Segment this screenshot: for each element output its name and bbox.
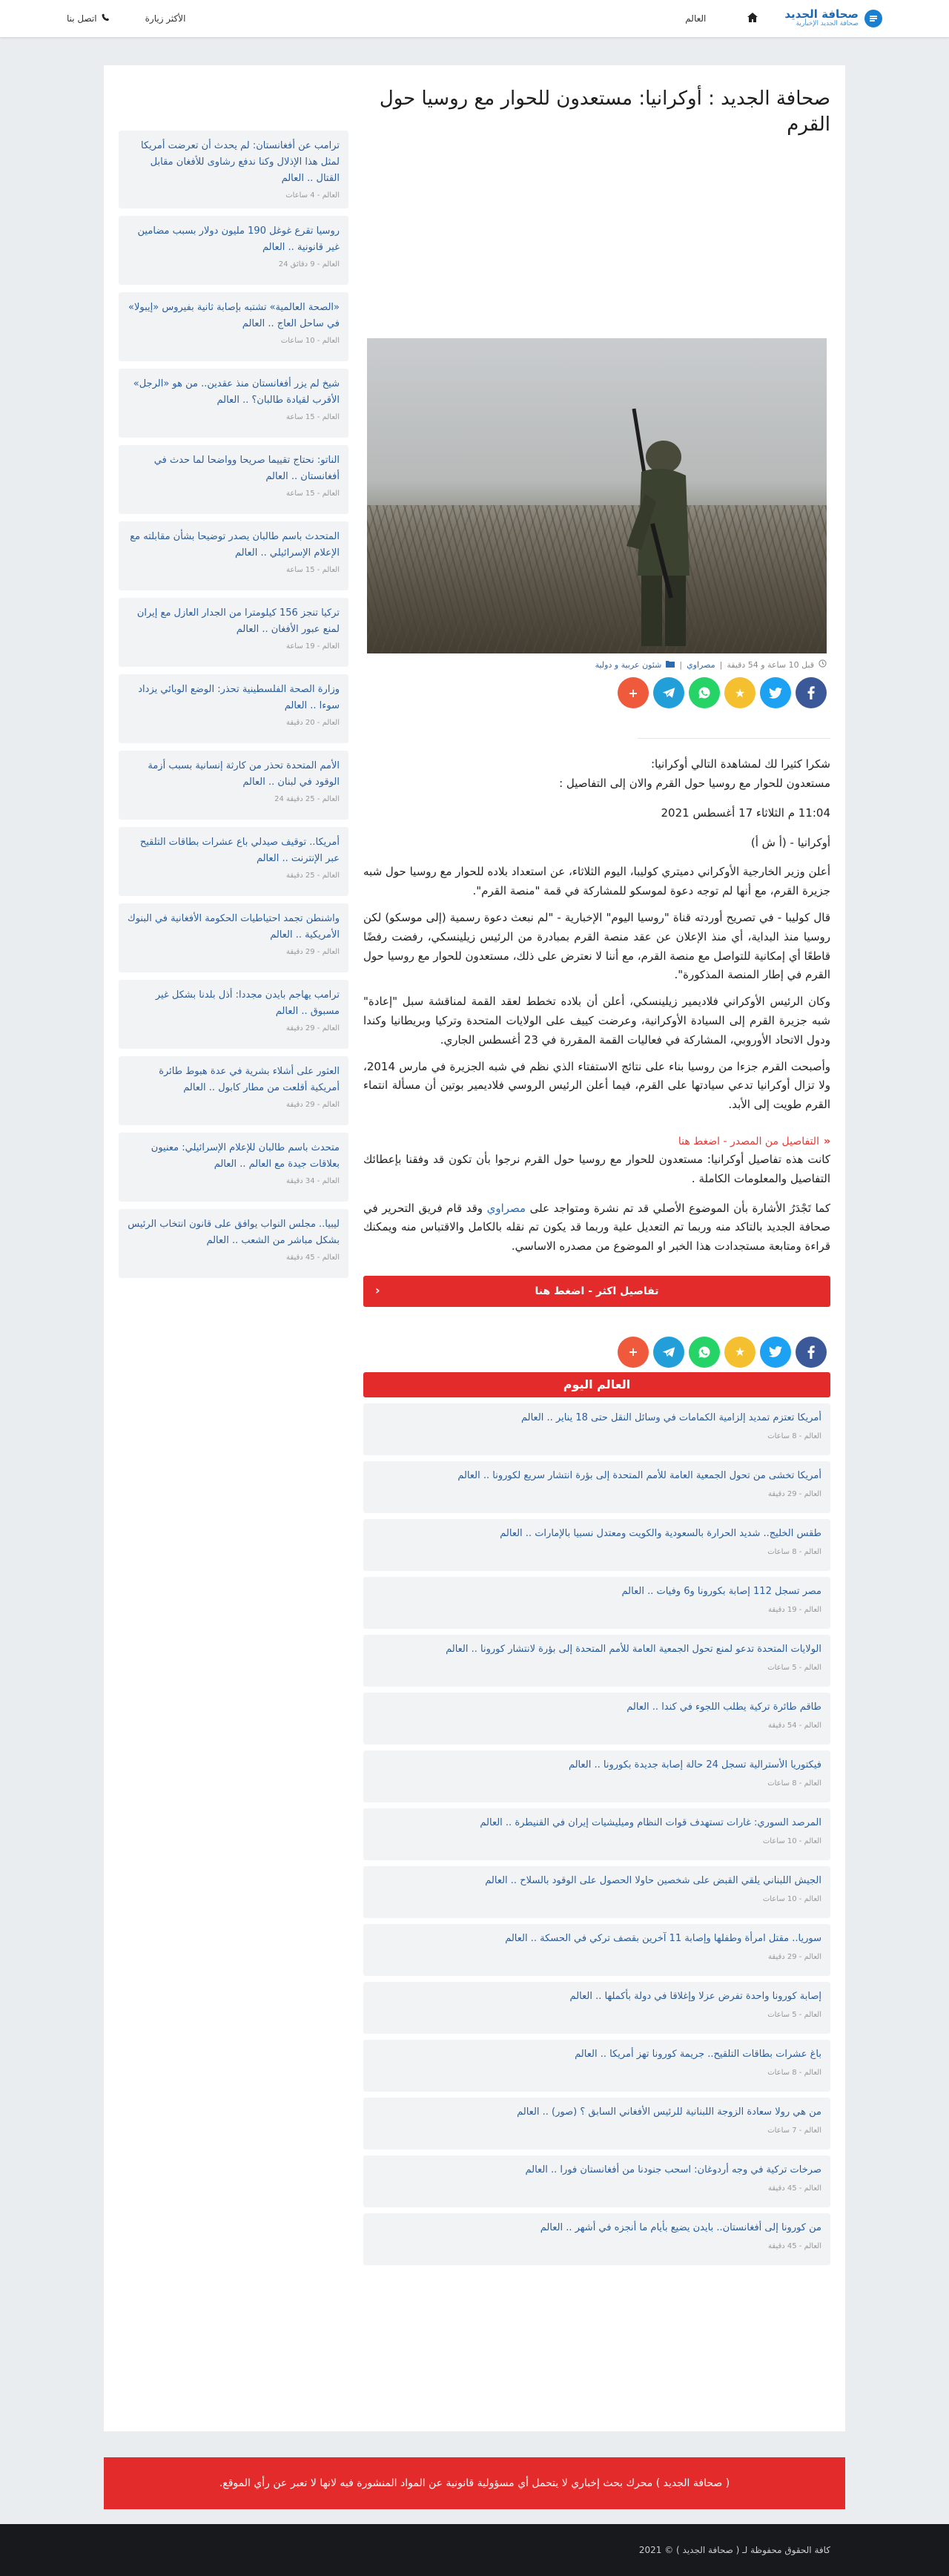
nav-world[interactable]: العالم (685, 13, 707, 24)
news-item-meta: العالم - 29 دقيقة (286, 1024, 340, 1033)
more-details-button[interactable] (363, 1276, 830, 1307)
article-intro-2: مستعدون للحوار مع روسيا حول القرم والان إلى التفاصيل : (559, 776, 830, 790)
home-icon (747, 13, 758, 24)
header-right (685, 9, 882, 27)
share-whatsapp-button[interactable] (689, 1337, 720, 1368)
news-item-meta: العالم - 5 ساعات (767, 1663, 821, 1672)
news-item-title: العثور على أشلاء بشرية في عدة هبوط طائرة أمريكية أقلعت من مطار كابول .. العالم (159, 1066, 340, 1094)
share-telegram-button[interactable] (653, 1337, 684, 1368)
today-news-list (363, 1403, 830, 2265)
news-item-title: صرخات تركية في وجه أردوغان: اسحب جنودنا من أفغانستان فورا .. العالم (525, 2164, 821, 2175)
news-item-meta: العالم - 7 ساعات (767, 2126, 821, 2135)
whatsapp-icon (698, 686, 711, 699)
nav-contact[interactable] (67, 13, 110, 24)
share-facebook-button[interactable] (796, 1337, 827, 1368)
share-twitter-button[interactable] (760, 1337, 791, 1368)
main-nav (685, 13, 758, 24)
news-item-meta: العالم - 25 دقيقة (286, 872, 340, 880)
plus-icon: + (628, 1345, 638, 1360)
facebook-icon (807, 1345, 815, 1359)
favorite-button[interactable] (724, 677, 755, 708)
news-item-meta: العالم - 10 ساعات (280, 337, 340, 346)
article-title: صحافة الجديد : أوكرانيا: مستعدون للحوار مع روسيا حول القرم (379, 88, 830, 136)
brand-tagline: صحافة الجديد الإخبارية (796, 20, 859, 28)
article-dateline: أوكرانيا - (أ ش أ) (750, 835, 830, 849)
news-item[interactable] (119, 751, 348, 820)
news-item-title: فيكتوريا الأسترالية تسجل 24 حالة إصابة جديدة بكورونا .. العالم (568, 1759, 821, 1770)
telegram-icon (662, 1346, 675, 1358)
whatsapp-icon (698, 1345, 711, 1359)
news-item[interactable] (119, 1209, 348, 1278)
news-item-meta: العالم - 29 دقيقة (768, 1952, 821, 1961)
news-item[interactable] (119, 827, 348, 896)
news-item-title: مصر تسجل 112 إصابة بكورونا و6 وفيات .. العالم (621, 1585, 821, 1597)
news-item[interactable] (119, 369, 348, 438)
news-item-title: «الصحة العالمية» تشتبه بإصابة ثانية بفيروس «إيبولا» في ساحل العاج .. العالم (128, 302, 340, 330)
article-image (367, 338, 827, 653)
article-source-link[interactable]: مصراوي (687, 659, 715, 670)
news-item[interactable] (119, 521, 348, 590)
news-item-meta: العالم - 8 ساعات (767, 1779, 821, 1788)
folder-icon (666, 660, 675, 670)
star-icon: ★ (734, 685, 746, 700)
news-item-meta: العالم - 15 ساعة (285, 566, 340, 575)
news-item-title: الجيش اللبناني يلقي القبض على شخصين حاولا الحصول على الوقود بالسلاح .. العالم (485, 1874, 821, 1886)
news-item[interactable] (363, 1808, 830, 1860)
clock-icon (819, 659, 827, 670)
twitter-icon (769, 688, 782, 699)
footer-disclaimer (104, 2457, 845, 2509)
news-item-title: الأمم المتحدة تحذر من كارثة إنسانية بسبب أزمة الوقود في لبنان .. العالم (148, 760, 340, 788)
news-item-title: سوريا.. مقتل امرأة وطفلها وإصابة 11 آخرين بقصف تركي في الحسكة .. العالم (505, 1932, 821, 1944)
image-vegetation (367, 505, 827, 653)
news-item[interactable] (363, 1924, 830, 1976)
news-item-meta: العالم - 10 ساعات (762, 1837, 821, 1845)
news-item[interactable] (363, 1519, 830, 1571)
article-body (363, 755, 830, 1256)
sidebar (119, 86, 348, 2387)
news-item-meta: العالم - 45 دقيقة (768, 2241, 821, 2250)
header-left (67, 13, 185, 24)
news-item-title: أمريكا تعتزم تمديد إلزامية الكمامات في وسائل النقل حتى 18 يناير .. العالم (520, 1411, 821, 1423)
news-item-meta: العالم - 8 ساعات (767, 1547, 821, 1556)
news-item-meta: العالم - 4 ساعات (285, 191, 340, 200)
news-item-meta: العالم - 9 دقائق 24 (278, 260, 340, 269)
news-item-title: الولايات المتحدة تدعو لمنع تحول الجمعية العامة للأمم المتحدة إلى بؤرة لانتشار كورونا .. العالم (446, 1643, 821, 1655)
share-more-button[interactable] (618, 1337, 649, 1368)
news-item[interactable] (363, 1750, 830, 1802)
share-twitter-button[interactable] (760, 677, 791, 708)
twitter-icon (769, 1346, 782, 1357)
news-item-meta: العالم - 20 دقيقة (286, 719, 340, 728)
news-item[interactable] (119, 131, 348, 208)
news-item[interactable] (119, 598, 348, 667)
news-item-meta: العالم - 8 ساعات (767, 2068, 821, 2077)
share-bar-bottom (367, 1337, 827, 1368)
home-link[interactable] (747, 13, 758, 24)
news-item-title: المتحدث باسم طالبان يصدر توضيحا بشأن مقابلته مع الإعلام الإسرائيلي .. العالم (130, 531, 340, 559)
contact-label: اتصل بنا (67, 13, 97, 24)
news-item[interactable] (363, 1403, 830, 1455)
news-item[interactable] (363, 2213, 830, 2265)
logo-icon (864, 10, 882, 27)
news-item-title: أمريكا تخشى من تحول الجمعية العامة للأمم المتحدة إلى بؤرة انتشار سريع لكورونا .. العالم (457, 1469, 821, 1481)
today-section-heading: العالم اليوم (363, 1372, 830, 1397)
disclaimer-source-link[interactable]: مصراوي (486, 1201, 526, 1215)
footer-copyright: كافة الحقوق محفوظة لـ ( صحافة الجديد ) © 2021 (638, 2545, 830, 2555)
phone-icon (102, 13, 110, 24)
footer-disclaimer-text: ( صحافة الجديد ) محرك بحث إخباري لا يتحمل أي مسؤولية قانونية عن المواد المنشورة فيه لانها لا تعبر عن رأي الموقع. (219, 2477, 730, 2489)
source-details-label: التفاصيل من المصدر - اضغط هنا (678, 1135, 819, 1147)
more-details-label: تفاصيل اكثر - اضغط هنا (535, 1285, 659, 1297)
news-item-title: وزارة الصحة الفلسطينية تحذر: الوضع الوبائي يزداد سوءا .. العالم (138, 684, 340, 712)
soldier-figure (612, 405, 693, 650)
news-item-meta: العالم - 45 دقيقة (286, 1254, 340, 1262)
article-category-link[interactable]: شئون عربية و دولية (595, 659, 662, 670)
sidebar-news-list (119, 131, 348, 1278)
news-item[interactable] (363, 2098, 830, 2150)
news-item[interactable] (363, 1577, 830, 1629)
chevron-left-icon: ‹ (375, 1282, 380, 1297)
article-meta: قبل 10 ساعة و 54 دقيقة | مصراوي | شئون عربية و دولية (367, 659, 827, 670)
news-item[interactable] (119, 445, 348, 514)
news-item-title: شيخ لم يزر أفغانستان منذ عقدين.. من هو «الرجل» الأقرب لقيادة طالبان؟ .. العالم (133, 378, 340, 406)
double-chevron-icon: « (823, 1135, 830, 1147)
news-item-meta: العالم - 19 دقيقة (768, 1605, 821, 1614)
article-column (363, 86, 830, 2387)
article-time: قبل 10 ساعة و 54 دقيقة (727, 659, 814, 670)
news-item-title: الناتو: نحتاج تقييما صريحا وواضحا لما حدث في أفغانستان .. العالم (153, 455, 340, 483)
site-logo[interactable] (784, 9, 882, 27)
telegram-icon (662, 687, 675, 699)
news-item-meta: العالم - 5 ساعات (767, 2010, 821, 2019)
news-item-meta: العالم - 34 دقيقة (286, 1177, 340, 1186)
news-item-title: روسيا تقرع غوغل 190 مليون دولار بسبب مضامين غير قانونية .. العالم (137, 225, 340, 254)
divider (638, 738, 830, 739)
news-item[interactable] (119, 980, 348, 1049)
plus-icon: + (628, 685, 638, 700)
news-item-title: من كورونا إلى أفغانستان.. بايدن يضيع بأيام ما أنجزه في أشهر .. العالم (540, 2221, 821, 2233)
news-item-meta: العالم - 8 ساعات (767, 1432, 821, 1440)
news-item[interactable] (363, 1461, 830, 1513)
news-item-title: أمريكا.. توقيف صيدلي باع عشرات بطاقات التلقيح عبر الإنترنت .. العالم (139, 837, 340, 865)
share-telegram-button[interactable] (653, 677, 684, 708)
news-item-meta: العالم - 29 دقيقة (286, 948, 340, 957)
facebook-icon (807, 686, 815, 699)
news-item-title: ترامب عن أفغانستان: لم يحدث أن تعرضت أمريكا لمثل هذا الإذلال وكنا ندفع رشاوى للأفغان مقابل القتال .. العالم (140, 140, 340, 185)
news-item-title: من هي رولا سعادة الزوجة اللبنانية للرئيس الأفغاني السابق ؟ (صور) .. العالم (517, 2106, 821, 2118)
source-details-link[interactable] (363, 1136, 830, 1147)
news-item-meta: العالم - 29 دقيقة (768, 1489, 821, 1498)
news-item-meta: العالم - 45 دقيقة (768, 2184, 821, 2193)
news-item[interactable] (119, 1056, 348, 1125)
news-item-title: باغ عشرات بطاقات التلقيح.. جريمة كورونا تهز أمريكا .. العالم (575, 2048, 821, 2060)
article-paragraph-2: قال كوليبا - في تصريح أوردته قناة "روسيا اليوم" الإخبارية - "لم نبعث دعوة رسمية (إلى موسكو) لكن روسيا منذ البداية، أي منذ الإعلان عن عقد منصة القرم بمبادرة من الرئيس زيلينسكي، رفضت رفضًا قاطعًا أي إمكانية للتواصل مع منصة القرم، مع أننا لا نعترض على ذلك، مستعدون للحوار مع روسيا حول القرم في إطار المنصة المذكورة". (363, 910, 830, 982)
article-intro-1: شكرا كثيرا لك لمشاهدة التالي أوكرانيا: (650, 757, 830, 771)
news-item[interactable] (363, 1982, 830, 2034)
share-more-button[interactable] (618, 677, 649, 708)
share-whatsapp-button[interactable] (689, 677, 720, 708)
disclaimer-text-b: وقد قام فريق التحرير في صحافة الجديد بالتاكد منه وربما تم التعديل علية وربما قد يكون تم نقله بالكامل والاقتباس منه ويمكنك قراءة ومتابعة مستجدادت هذا الخبر او الموضوع من مصدره الاساسي. (363, 1201, 830, 1254)
news-item[interactable] (363, 2155, 830, 2207)
news-item-title: ترامب يهاجم بايدن مجددا: أذل بلدنا بشكل غير مسبوق .. العالم (155, 989, 340, 1018)
news-item-meta: العالم - 19 ساعة (285, 642, 340, 651)
news-item-title: متحدث باسم طالبان للإعلام الإسرائيلي: معنيون بعلاقات جيدة مع العالم .. العالم (151, 1142, 340, 1170)
news-item-meta: العالم - 29 دقيقة (286, 1101, 340, 1110)
article-paragraph-3: وكان الرئيس الأوكراني فلاديمير زيلينسكي، أعلن أن بلاده تخطط لعقد القمة لمناقشة سبل "إعادة" شبه جزيرة القرم إلى السيادة الأوكرانية، وعرضت كييف على الولايات المتحدة وتركيا وبريطانيا وكندا ودول الاتحاد الأوروبي، المشاركة في فعاليات القمة المقررة في 23 أغسطس الجاري. (363, 995, 830, 1047)
news-item[interactable] (363, 2040, 830, 2092)
share-facebook-button[interactable] (796, 677, 827, 708)
favorite-button[interactable] (724, 1337, 755, 1368)
news-item[interactable] (119, 674, 348, 743)
news-item-title: واشنطن تجمد احتياطيات الحكومة الأفغانية في البنوك الأمريكية .. العالم (127, 913, 340, 941)
nav-most-visited[interactable]: الأكثر زيارة (145, 13, 186, 24)
news-item[interactable] (363, 1635, 830, 1687)
star-icon: ★ (734, 1345, 746, 1360)
news-item-title: طاقم طائرة تركية يطلب اللجوء في كندا .. العالم (626, 1701, 821, 1713)
news-item-meta: العالم - 15 ساعة (285, 490, 340, 498)
share-bar-top (367, 677, 827, 708)
news-item[interactable] (363, 1693, 830, 1745)
news-item[interactable] (119, 1133, 348, 1202)
news-item-meta: العالم - 25 دقيقة 24 (274, 795, 340, 804)
news-item-title: إصابة كورونا واحدة تفرض عزلا وإغلاقا في دولة بأكملها .. العالم (569, 1990, 821, 2002)
news-item-meta: العالم - 54 دقيقة (768, 1721, 821, 1730)
article-paragraph-4: وأصبحت القرم جزءا من روسيا بناء على نتائج الاستفتاء الذي نظم في شبه الجزيرة في مارس 2014، ولا تزال أوكرانيا تدعي سيادتها على القرم، فيما أعلن الرئيس الروسي فلاديمير بوتين أن مسألة انتماء القرم طويت إلى الأبد. (363, 1059, 830, 1112)
news-item[interactable] (119, 292, 348, 361)
disclaimer-text-a: كما تَجْدَرُ الأشارة بأن الموضوع الأصلي قد تم نشرة ومتواجد على (529, 1201, 830, 1215)
article-summary: كانت هذه تفاصيل أوكرانيا: مستعدون للحوار مع روسيا حول القرم نرجوا بأن تكون قد وفقنا بإعطائك التفاصيل والمعلومات الكاملة . (363, 1152, 830, 1185)
article-paragraph-1: أعلن وزير الخارجية الأوكراني دميتري كوليبا، اليوم الثلاثاء، عن استعداد بلاده للحوار مع روسيا حول شبه جزيرة القرم، مع أنها لم توجه دعوة لموسكو للمشاركة في قمة "منصة القرم". (363, 865, 830, 898)
news-item[interactable] (119, 903, 348, 972)
news-item-title: طقس الخليج.. شديد الحرارة بالسعودية والكويت ومعتدل نسبيا بالإمارات .. العالم (500, 1527, 821, 1539)
top-header (0, 0, 949, 37)
news-item-title: تركيا تنجز 156 كيلومترا من الجدار العازل مع إيران لمنع عبور الأفغان .. العالم (136, 607, 340, 636)
news-item-meta: العالم - 15 ساعة (285, 413, 340, 422)
footer-bar (0, 2524, 949, 2576)
news-item[interactable] (363, 1866, 830, 1918)
article-disclaimer (363, 1199, 830, 1256)
brand-name: صحافة الجديد (784, 7, 859, 22)
article-date: 11:04 م الثلاثاء 17 أغسطس 2021 (661, 806, 830, 820)
news-item-title: المرصد السوري: غارات تستهدف قوات النظام وميليشيات إيران في القنيطرة .. العالم (480, 1816, 821, 1828)
news-item-meta: العالم - 10 ساعات (762, 1894, 821, 1903)
news-item-title: ليبيا.. مجلس النواب يوافق على قانون انتخاب الرئيس بشكل مباشر من الشعب .. العالم (128, 1219, 340, 1247)
news-item[interactable] (119, 216, 348, 285)
page-container (104, 65, 845, 2431)
